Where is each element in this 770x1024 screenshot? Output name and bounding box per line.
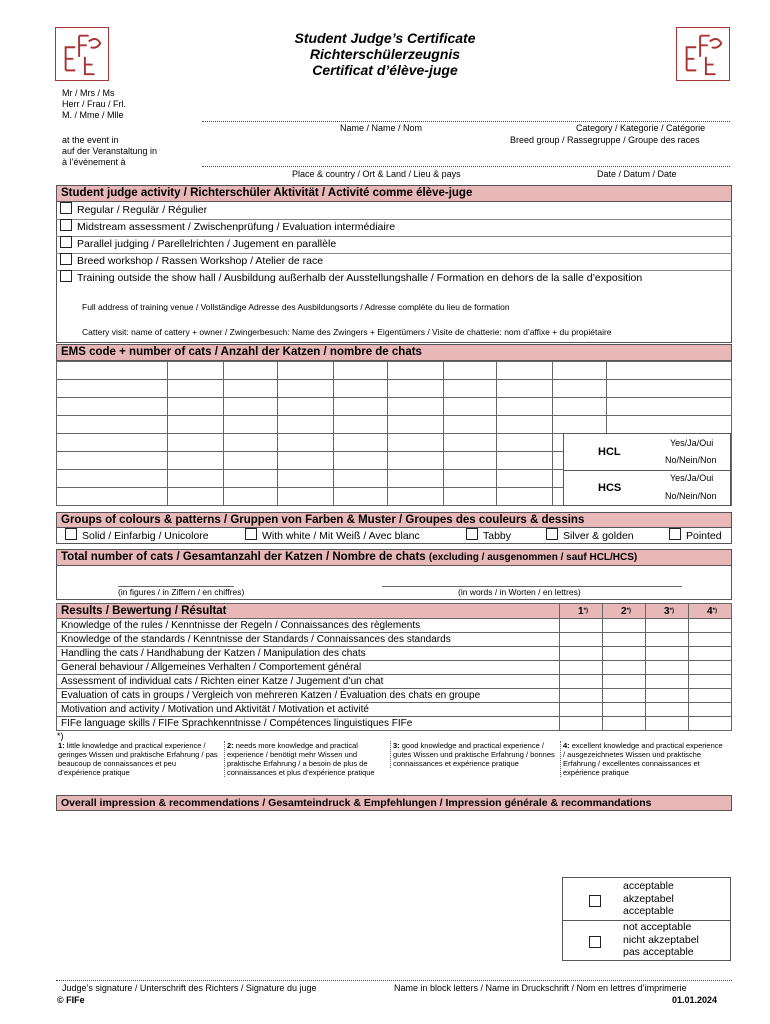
acceptable-fr: acceptable bbox=[623, 905, 674, 917]
acceptable-option[interactable] bbox=[563, 878, 730, 921]
results-score-cell[interactable] bbox=[646, 689, 689, 703]
results-row bbox=[57, 689, 732, 703]
ems-count-cell[interactable] bbox=[607, 380, 732, 398]
results-score-cell[interactable] bbox=[603, 675, 646, 689]
results-score-cell[interactable] bbox=[689, 661, 732, 675]
ems-count-cell[interactable] bbox=[223, 488, 277, 506]
ems-row bbox=[57, 398, 732, 416]
ems-count-cell[interactable] bbox=[277, 434, 333, 452]
results-criterion: Knowledge of the standards / Kenntnisse der Standards / Connaissances des standards bbox=[57, 633, 560, 647]
results-score-cell[interactable] bbox=[603, 703, 646, 717]
results-criterion: Handling the cats / Handhabung der Katzen / Manipulation des chats bbox=[57, 647, 560, 661]
legend-1: 1: little knowledge and practical experience / geringes Wissen und praktische Erfahrung / pas beaucoup de connaissances et peu d’expérience pratique bbox=[58, 741, 218, 777]
results-row bbox=[57, 703, 732, 717]
colour-tabby[interactable]: Tabby bbox=[462, 528, 511, 544]
ems-count-cell[interactable] bbox=[443, 434, 497, 452]
ems-count-cell[interactable] bbox=[333, 380, 387, 398]
results-heading: Results / Bewertung / Résultat bbox=[57, 604, 560, 619]
results-score-cell[interactable] bbox=[560, 633, 603, 647]
results-row bbox=[57, 619, 732, 633]
not-acceptable-en: not acceptable bbox=[623, 921, 692, 933]
ems-count-cell[interactable] bbox=[167, 398, 223, 416]
cattery-visit-label: Cattery visit: name of cattery + owner / Zwingerbesuch: Name des Zwingers + Eigentümers / Visite de chatterie: nom d’affixe + du propiétaire bbox=[82, 327, 612, 337]
checkbox-icon[interactable] bbox=[466, 528, 478, 540]
ems-row bbox=[57, 362, 732, 380]
results-score-cell[interactable] bbox=[603, 717, 646, 731]
checkbox-icon[interactable] bbox=[65, 528, 77, 540]
results-col-4: 4*) bbox=[689, 604, 732, 619]
results-criterion: FIFe language skills / FIFe Sprachkenntnisse / Compétences linguistiques FIFe bbox=[57, 717, 560, 731]
acceptable-de: akzeptabel bbox=[623, 892, 674, 905]
ems-count-cell[interactable] bbox=[443, 398, 497, 416]
activity-option-regular[interactable]: Regular / Regulär / Régulier bbox=[56, 202, 732, 220]
results-score-cell[interactable] bbox=[689, 717, 732, 731]
ems-count-cell[interactable] bbox=[333, 452, 387, 470]
ems-code-cell[interactable] bbox=[57, 470, 168, 488]
total-heading-note: (excluding / ausgenommen / sauf HCL/HCS) bbox=[428, 552, 638, 563]
ems-count-cell[interactable] bbox=[387, 488, 443, 506]
event-fr: à l’événement à bbox=[62, 157, 126, 167]
ems-count-cell[interactable] bbox=[333, 416, 387, 434]
ems-count-cell[interactable] bbox=[223, 452, 277, 470]
checkbox-icon[interactable] bbox=[60, 270, 72, 282]
category-label: Category / Kategorie / Catégorie bbox=[576, 123, 706, 133]
ems-count-cell[interactable] bbox=[497, 416, 553, 434]
results-score-cell[interactable] bbox=[689, 689, 732, 703]
ems-count-cell[interactable] bbox=[553, 380, 607, 398]
ems-count-cell[interactable] bbox=[443, 362, 497, 380]
ems-count-cell[interactable] bbox=[333, 362, 387, 380]
results-score-cell[interactable] bbox=[603, 647, 646, 661]
checkbox-icon[interactable] bbox=[546, 528, 558, 540]
results-score-cell[interactable] bbox=[646, 661, 689, 675]
ems-count-cell[interactable] bbox=[443, 470, 497, 488]
results-score-cell[interactable] bbox=[560, 647, 603, 661]
block-letters-label: Name in block letters / Name in Druckschrift / Nom en lettres d’imprimerie bbox=[394, 983, 687, 993]
ems-row bbox=[57, 416, 732, 434]
not-acceptable-option[interactable] bbox=[563, 920, 730, 960]
total-words-label: (in words / in Worten / en lettres) bbox=[458, 587, 581, 597]
ems-code-cell[interactable] bbox=[57, 488, 168, 506]
place-label: Place & country / Ort & Land / Lieu & pays bbox=[292, 169, 461, 179]
results-row bbox=[57, 633, 732, 647]
ems-count-cell[interactable] bbox=[497, 452, 553, 470]
checkbox-icon[interactable] bbox=[60, 202, 72, 214]
results-score-cell[interactable] bbox=[560, 661, 603, 675]
ems-count-cell[interactable] bbox=[387, 380, 443, 398]
results-criterion: Motivation and activity / Motivation und Aktivität / Motivation et activité bbox=[57, 703, 560, 717]
ems-count-cell[interactable] bbox=[223, 470, 277, 488]
results-score-cell[interactable] bbox=[646, 619, 689, 633]
ems-count-cell[interactable] bbox=[497, 470, 553, 488]
ems-code-cell[interactable] bbox=[57, 434, 168, 452]
results-score-cell[interactable] bbox=[603, 661, 646, 675]
ems-count-cell[interactable] bbox=[497, 362, 553, 380]
results-score-cell[interactable] bbox=[646, 633, 689, 647]
ems-count-cell[interactable] bbox=[497, 488, 553, 506]
results-score-cell[interactable] bbox=[560, 717, 603, 731]
checkbox-icon[interactable] bbox=[669, 528, 681, 540]
results-score-cell[interactable] bbox=[646, 717, 689, 731]
total-figures-label: (in figures / in Ziffern / en chiffres) bbox=[118, 587, 245, 597]
hcs-no[interactable]: No/Nein/Non bbox=[665, 491, 717, 501]
fife-logo-right bbox=[676, 27, 730, 81]
event-de: auf der Veranstaltung in bbox=[62, 146, 158, 156]
activity-heading: Student judge activity / Richterschüler Aktivität / Activité comme élève-juge bbox=[56, 185, 732, 202]
legend-4: 4: excellent knowledge and practical experience / ausgezeichnetes Wissen und praktische Erfahrung / excellentes connaissances et expérience pratique bbox=[560, 741, 723, 777]
ems-count-cell[interactable] bbox=[387, 470, 443, 488]
verdict-box bbox=[562, 877, 731, 961]
results-score-cell[interactable] bbox=[689, 633, 732, 647]
ems-code-cell[interactable] bbox=[57, 398, 168, 416]
checkbox-icon[interactable] bbox=[589, 895, 601, 907]
results-table bbox=[56, 603, 732, 731]
results-row bbox=[57, 647, 732, 661]
ems-code-cell[interactable] bbox=[57, 362, 168, 380]
ems-count-cell[interactable] bbox=[167, 362, 223, 380]
event-block bbox=[62, 135, 157, 168]
checkbox-icon[interactable] bbox=[60, 236, 72, 248]
fife-logo-icon bbox=[56, 28, 108, 80]
name-label: Name / Name / Nom bbox=[340, 123, 423, 133]
ems-count-cell[interactable] bbox=[333, 398, 387, 416]
ems-heading: EMS code + number of cats / Anzahl der Katzen / nombre de chats bbox=[56, 344, 732, 361]
results-score-cell[interactable] bbox=[560, 675, 603, 689]
results-row bbox=[57, 675, 732, 689]
activity-option-training[interactable]: Training outside the show hall / Ausbildung außerhalb der Ausstellungshalle / Formation en dehors de la salle d’exposition bbox=[56, 270, 732, 288]
total-heading-text: Total number of cats / Gesamtanzahl der Katzen / Nombre de chats bbox=[61, 551, 426, 563]
title-fr: Certificat d’élève-juge bbox=[312, 62, 458, 78]
results-score-cell[interactable] bbox=[646, 703, 689, 717]
hcl-hcs-divider bbox=[564, 470, 730, 471]
ems-count-cell[interactable] bbox=[333, 470, 387, 488]
ems-count-cell[interactable] bbox=[167, 470, 223, 488]
salutation-fr: M. / Mme / Mlle bbox=[62, 110, 124, 120]
ems-code-cell[interactable] bbox=[57, 380, 168, 398]
acceptable-en: acceptable bbox=[623, 880, 674, 892]
activity-option-midstream[interactable]: Midstream assessment / Zwischenprüfung / Evaluation intermédiaire bbox=[56, 219, 732, 237]
legend-3: 3: good knowledge and practical experience / gutes Wissen und praktische Erfahrung / bonnes connaissances et expérience pratique bbox=[390, 741, 559, 768]
hcl-label: HCL bbox=[598, 446, 621, 458]
ems-count-cell[interactable] bbox=[387, 362, 443, 380]
salutation-block bbox=[62, 88, 126, 121]
ems-count-cell[interactable] bbox=[497, 398, 553, 416]
ems-count-cell[interactable] bbox=[607, 416, 732, 434]
ems-count-cell[interactable] bbox=[277, 416, 333, 434]
copyright: © FIFe bbox=[57, 995, 85, 1005]
ems-row bbox=[57, 380, 732, 398]
colours-heading: Groups of colours & patterns / Gruppen von Farben & Muster / Groupes des couleurs & dessins bbox=[56, 512, 732, 528]
ems-count-cell[interactable] bbox=[223, 416, 277, 434]
results-criterion: Assessment of individual cats / Richten einer Katze / Jugement d’un chat bbox=[57, 675, 560, 689]
hcl-yes[interactable]: Yes/Ja/Oui bbox=[670, 438, 714, 448]
ems-count-cell[interactable] bbox=[443, 488, 497, 506]
results-row bbox=[57, 661, 732, 675]
results-footnote-mark: *) bbox=[57, 731, 64, 741]
checkbox-icon[interactable] bbox=[60, 219, 72, 231]
results-criterion: General behaviour / Allgemeines Verhalten / Comportement général bbox=[57, 661, 560, 675]
ems-count-cell[interactable] bbox=[387, 452, 443, 470]
ems-count-cell[interactable] bbox=[333, 434, 387, 452]
salutation-de: Herr / Frau / Frl. bbox=[62, 99, 127, 109]
ems-count-cell[interactable] bbox=[167, 488, 223, 506]
ems-count-cell[interactable] bbox=[497, 380, 553, 398]
ems-count-cell[interactable] bbox=[277, 452, 333, 470]
hcs-label: HCS bbox=[598, 482, 622, 494]
ems-count-cell[interactable] bbox=[333, 488, 387, 506]
ems-count-cell[interactable] bbox=[443, 452, 497, 470]
not-acceptable-de: nicht akzeptabel bbox=[623, 933, 699, 946]
results-col-3: 3*) bbox=[646, 604, 689, 619]
salutation-en: Mr / Mrs / Ms bbox=[62, 88, 115, 98]
ems-count-cell[interactable] bbox=[223, 398, 277, 416]
signature-line[interactable] bbox=[56, 980, 732, 981]
results-score-cell[interactable] bbox=[689, 619, 732, 633]
results-score-cell[interactable] bbox=[689, 647, 732, 661]
title-de: Richterschülerzeugnis bbox=[309, 46, 461, 62]
training-address-label: Full address of training venue / Vollständige Adresse des Ausbildungsorts / Adresse complète du lieu de formation bbox=[82, 302, 510, 312]
checkbox-icon[interactable] bbox=[245, 528, 257, 540]
ems-count-cell[interactable] bbox=[553, 416, 607, 434]
results-score-cell[interactable] bbox=[560, 689, 603, 703]
results-body bbox=[57, 619, 732, 731]
ems-count-cell[interactable] bbox=[167, 380, 223, 398]
results-score-cell[interactable] bbox=[603, 619, 646, 633]
ems-count-cell[interactable] bbox=[387, 398, 443, 416]
colour-solid[interactable]: Solid / Einfarbig / Unicolore bbox=[61, 528, 209, 544]
event-en: at the event in bbox=[62, 135, 119, 145]
ems-count-cell[interactable] bbox=[387, 416, 443, 434]
fife-logo-icon bbox=[677, 28, 729, 80]
activity-option-parallel[interactable]: Parallel judging / Parellelrichten / Jugement en parallèle bbox=[56, 236, 732, 254]
ems-count-cell[interactable] bbox=[277, 398, 333, 416]
results-header-row bbox=[57, 604, 732, 619]
colour-pointed[interactable]: Pointed bbox=[665, 528, 722, 544]
results-criterion: Knowledge of the rules / Kenntnisse der Regeln / Connaissances des règlements bbox=[57, 619, 560, 633]
results-col-1: 1*) bbox=[560, 604, 603, 619]
colour-silver-golden[interactable]: Silver & golden bbox=[542, 528, 634, 544]
hcl-hcs-panel bbox=[563, 433, 731, 506]
ems-count-cell[interactable] bbox=[553, 398, 607, 416]
checkbox-icon[interactable] bbox=[60, 253, 72, 265]
ems-count-cell[interactable] bbox=[167, 452, 223, 470]
results-score-cell[interactable] bbox=[560, 703, 603, 717]
signature-label: Judge’s signature / Unterschrift des Richters / Signature du juge bbox=[62, 983, 317, 993]
footer-date: 01.01.2024 bbox=[672, 995, 718, 1005]
ems-count-cell[interactable] bbox=[223, 380, 277, 398]
total-heading bbox=[56, 549, 732, 566]
results-score-cell[interactable] bbox=[603, 633, 646, 647]
results-row bbox=[57, 717, 732, 731]
date-label: Date / Datum / Date bbox=[597, 169, 677, 179]
ems-count-cell[interactable] bbox=[277, 470, 333, 488]
overall-heading: Overall impression & recommendations / Gesamteindruck & Empfehlungen / Impression générale & recommandations bbox=[56, 795, 732, 811]
results-score-cell[interactable] bbox=[689, 675, 732, 689]
hcl-no[interactable]: No/Nein/Non bbox=[665, 455, 717, 465]
ems-code-cell[interactable] bbox=[57, 452, 168, 470]
fife-logo-left bbox=[55, 27, 109, 81]
ems-code-cell[interactable] bbox=[57, 416, 168, 434]
ems-count-cell[interactable] bbox=[277, 380, 333, 398]
ems-count-cell[interactable] bbox=[607, 398, 732, 416]
ems-count-cell[interactable] bbox=[277, 362, 333, 380]
results-score-cell[interactable] bbox=[560, 619, 603, 633]
results-col-2: 2*) bbox=[603, 604, 646, 619]
results-score-cell[interactable] bbox=[646, 647, 689, 661]
hcs-yes[interactable]: Yes/Ja/Oui bbox=[670, 473, 714, 483]
place-field-line[interactable] bbox=[202, 166, 730, 167]
ems-count-cell[interactable] bbox=[277, 488, 333, 506]
colour-with-white[interactable]: With white / Mit Weiß / Avec blanc bbox=[241, 528, 420, 544]
results-score-cell[interactable] bbox=[603, 689, 646, 703]
ems-count-cell[interactable] bbox=[167, 434, 223, 452]
title-en: Student Judge’s Certificate bbox=[294, 30, 476, 46]
ems-count-cell[interactable] bbox=[223, 362, 277, 380]
ems-count-cell[interactable] bbox=[387, 434, 443, 452]
certificate-title bbox=[200, 30, 570, 78]
colours-box bbox=[56, 527, 732, 544]
results-criterion: Evaluation of cats in groups / Vergleich von mehreren Katzen / Évaluation des chats en groupe bbox=[57, 689, 560, 703]
ems-count-cell[interactable] bbox=[443, 416, 497, 434]
results-score-cell[interactable] bbox=[646, 675, 689, 689]
name-field-line[interactable] bbox=[202, 121, 730, 122]
breed-group-label: Breed group / Rassegruppe / Groupe des races bbox=[510, 135, 700, 145]
activity-option-workshop[interactable]: Breed workshop / Rassen Workshop / Atelier de race bbox=[56, 253, 732, 271]
legend-2: 2: needs more knowledge and practical experience / benötigt mehr Wissen und praktische Erfahrung / a besoin de plus de connaissances et plus d’expérience pratique bbox=[224, 741, 387, 777]
results-score-cell[interactable] bbox=[689, 703, 732, 717]
ems-count-cell[interactable] bbox=[553, 362, 607, 380]
ems-count-cell[interactable] bbox=[497, 434, 553, 452]
ems-count-cell[interactable] bbox=[443, 380, 497, 398]
ems-count-cell[interactable] bbox=[607, 362, 732, 380]
checkbox-icon[interactable] bbox=[589, 936, 601, 948]
ems-count-cell[interactable] bbox=[223, 434, 277, 452]
not-acceptable-fr: pas acceptable bbox=[623, 946, 694, 958]
ems-count-cell[interactable] bbox=[167, 416, 223, 434]
